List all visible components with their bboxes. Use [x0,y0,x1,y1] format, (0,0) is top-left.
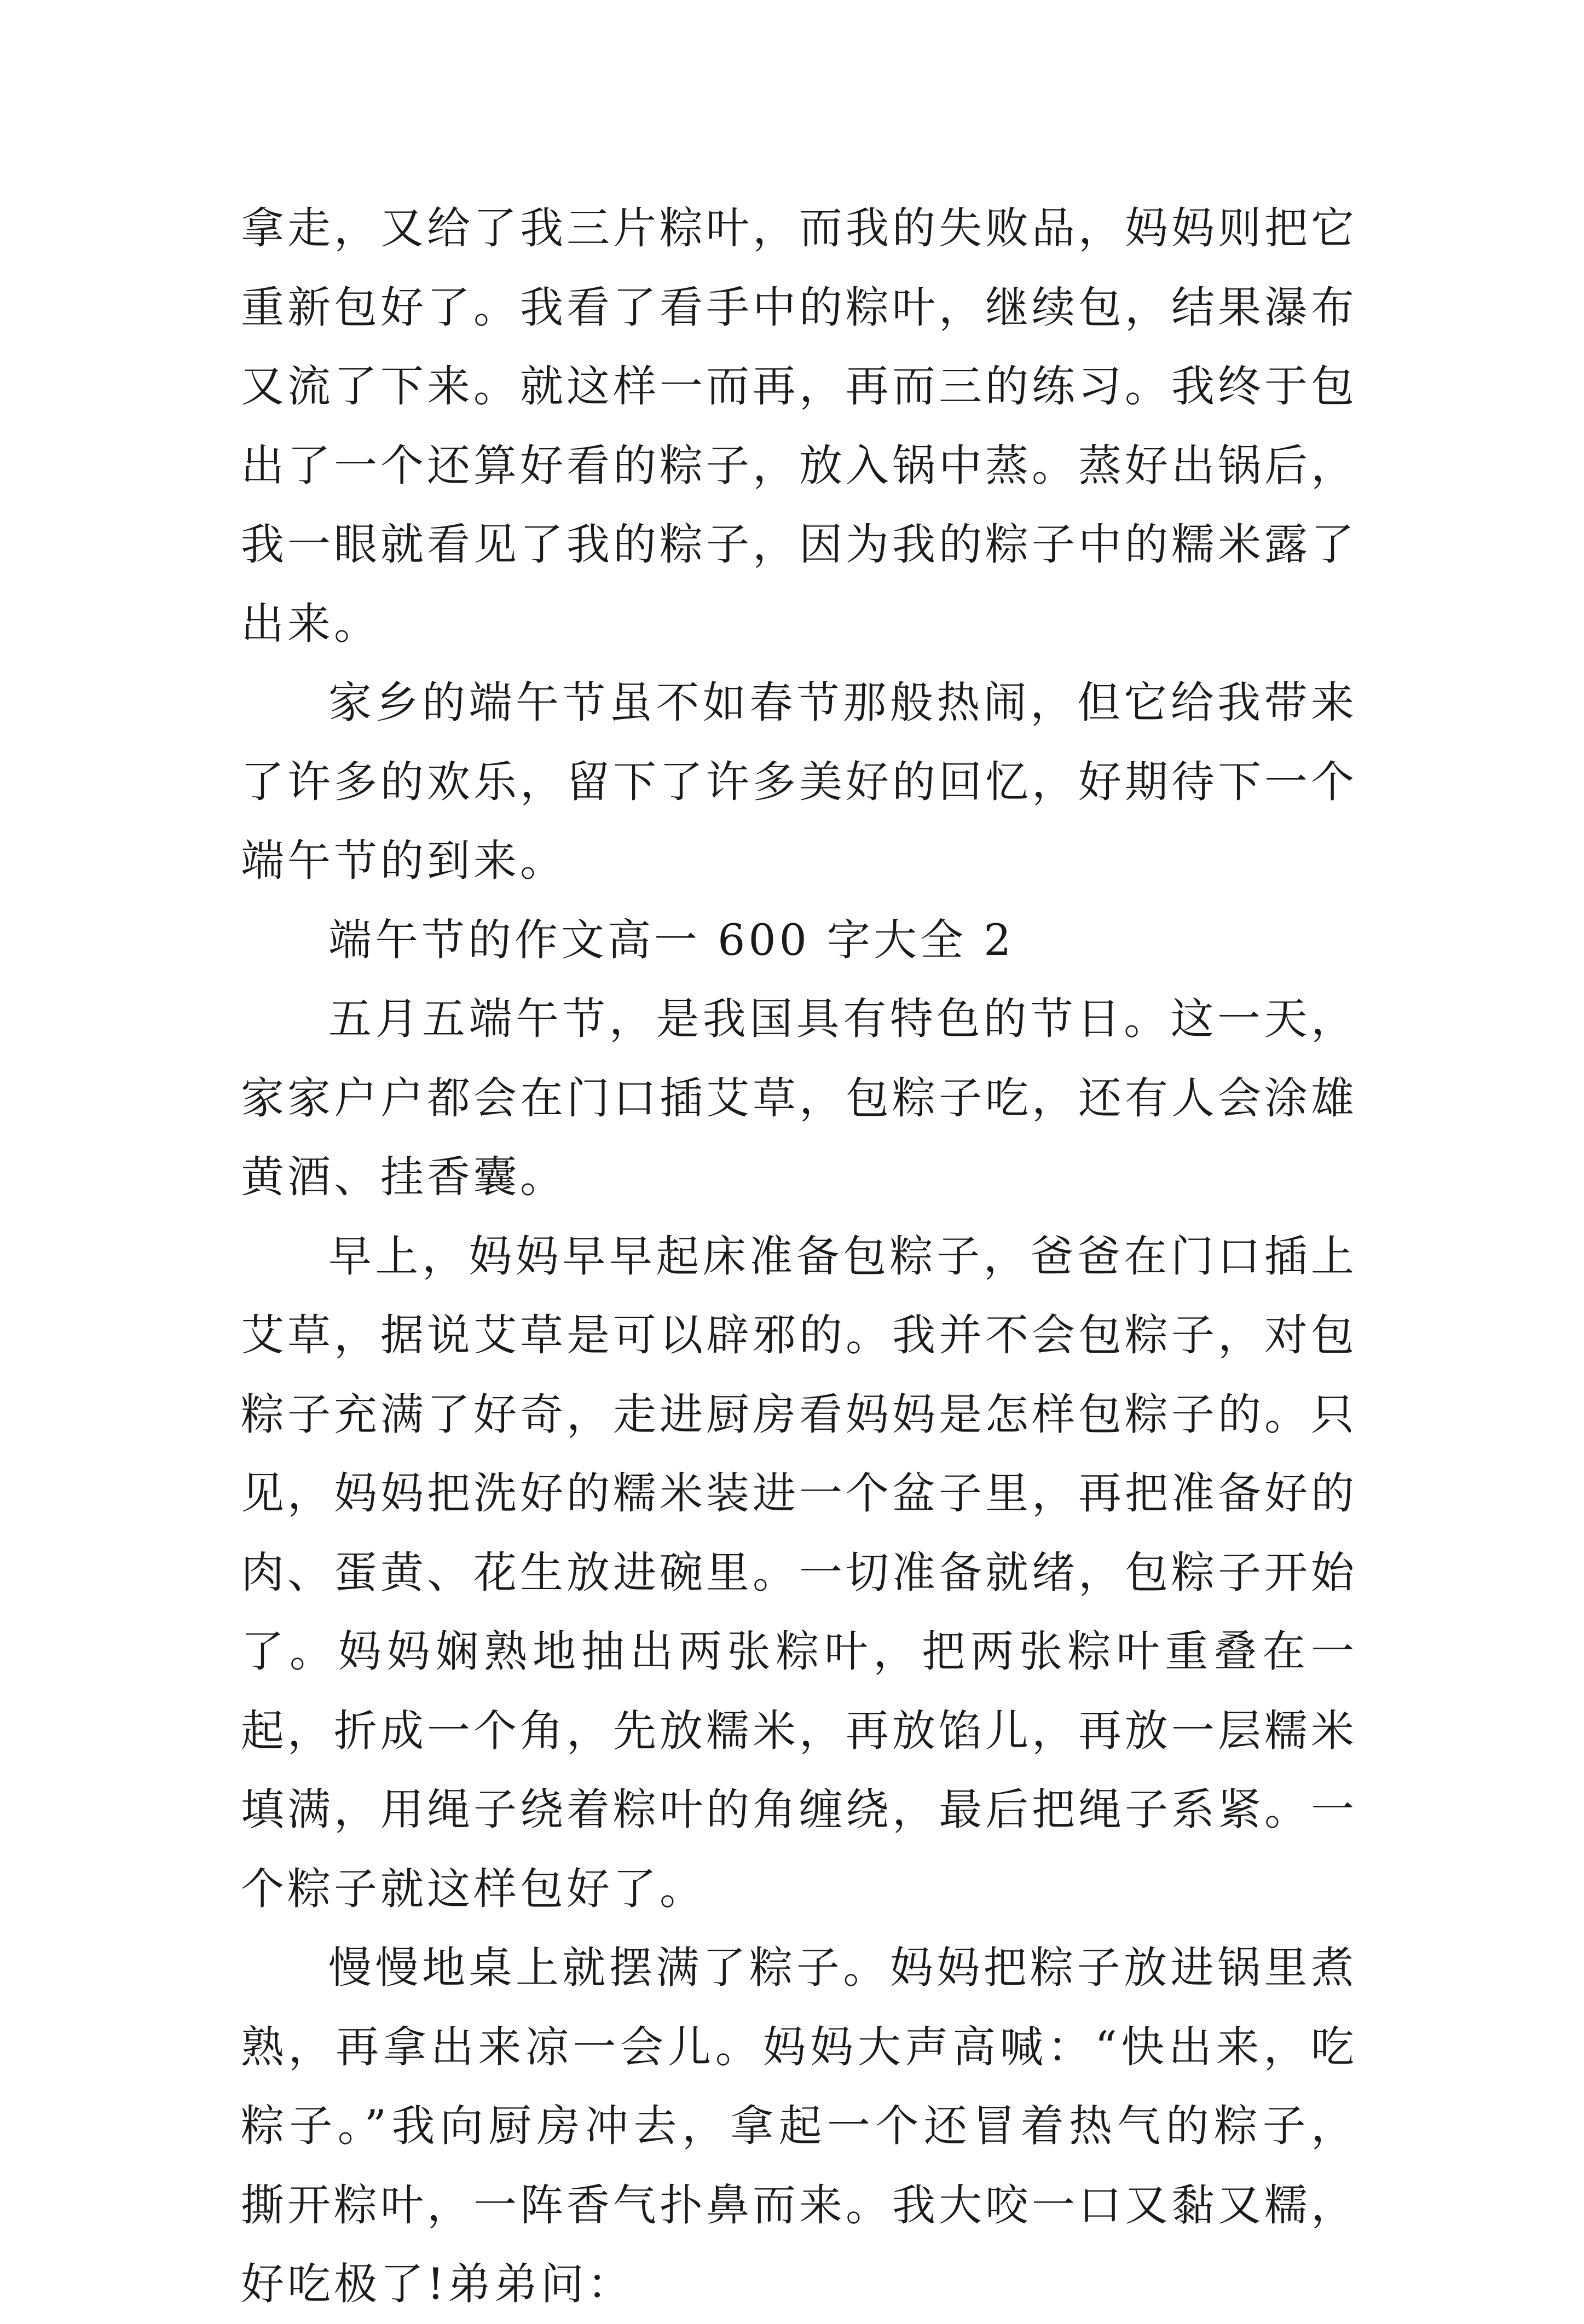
paragraph-continuation: 拿走，又给了我三片粽叶，而我的失败品，妈妈则把它重新包好了。我看了看手中的粽叶，继续包，结果瀑布又流了下来。就这样一而再，再而三的练习。我终于包出了一个还算好看的粽子，放入锅中蒸。蒸好出锅后，我一眼就看见了我的粽子，因为我的粽子中的糯米露了出来。 [241,203,1357,649]
paragraph-festival-intro: 五月五端午节，是我国具有特色的节日。这一天，家家户户都会在门口插艾草，包粽子吃，还有人会涂雄黄酒、挂香囊。 [241,994,1357,1202]
essay-heading-2: 端午节的作文高一 600 字大全 2 [328,914,1015,965]
document-body [241,189,1357,2324]
paragraph-eating-zongzi: 慢慢地桌上就摆满了粽子。妈妈把粽子放进锅里煮熟，再拿出来凉一会儿。妈妈大声高喊：“快出来，吃粽子。”我向厨房冲去，拿起一个还冒着热气的粽子，撕开粽叶，一阵香气扑鼻而来。我大咬一口又黏又糯，好吃极了!弟弟问： [241,1943,1357,2309]
paragraph-making-zongzi: 早上，妈妈早早起床准备包粽子，爸爸在门口插上艾草，据说艾草是可以辟邪的。我并不会包粽子，对包粽子充满了好奇，走进厨房看妈妈是怎样包粽子的。只见，妈妈把洗好的糯米装进一个盆子里，再把准备好的肉、蛋黄、花生放进碗里。一切准备就绪，包粽子开始了。妈妈娴熟地抽出两张粽叶，把两张粽叶重叠在一起，折成一个角，先放糯米，再放馅儿，再放一层糯米填满，用绳子绕着粽叶的角缠绕，最后把绳子系紧。一个粽子就这样包好了。 [241,1231,1357,1914]
paragraph-hometown-festival: 家乡的端午节虽不如春节那般热闹，但它给我带来了许多的欢乐，留下了许多美好的回忆，好期待下一个端午节的到来。 [241,677,1357,886]
